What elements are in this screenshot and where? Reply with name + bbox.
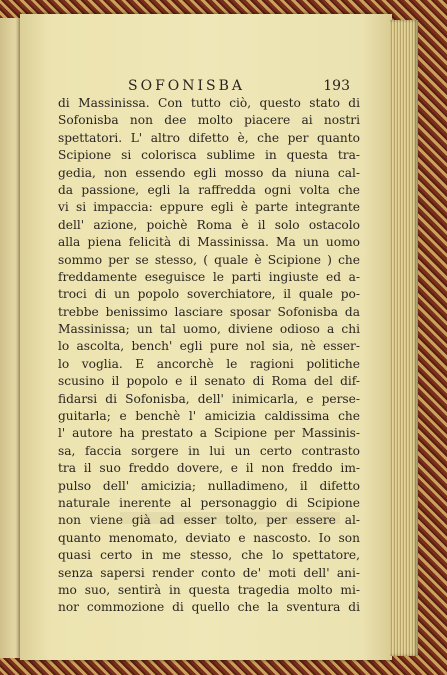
text-line: sommo per se stesso, ( quale è Scipione ) che [58,252,360,267]
text-line: l' autore ha prestato a Scipione per Massinis- [58,426,360,441]
text-line: mo suo, sentirà in questa tragedia molto mi- [58,582,360,597]
text-line: Sofonisba non dee molto piacere ai nostri [58,113,360,128]
text-line: tra il suo freddo dovere, e il non freddo im- [58,461,360,476]
text-line: fidarsi di Sofonisba, dell' inimicarla, e perse- [58,391,360,406]
text-line: da passione, egli la raffredda ogni volta che [58,182,360,197]
running-title: SOFONISBA [128,78,246,94]
text-line: trebbe benissimo lasciare sposar Sofonisba da [58,304,360,319]
text-line: lo voglia. E ancorchè le ragioni politiche [58,356,360,371]
page-number: 193 [323,78,350,94]
text-line: lo ascolta, bench' egli pure nol sia, nè esser- [58,339,360,354]
text-line: non viene già ad esser tolto, per essere al- [58,513,360,528]
text-line: Massinissa; un tal uomo, diviene odioso a chi [58,322,360,337]
body-text [58,95,360,617]
text-line: gedia, non essendo egli mosso da niuna cal- [58,165,360,180]
text-line: spettatori. L' altro difetto è, che per quanto [58,130,360,145]
text-line: nor commozione di quello che la sventura di [58,600,360,615]
text-line: pulso dell' amicizia; nulladimeno, il difetto [58,478,360,493]
text-line: dell' azione, poichè Roma è il solo ostacolo [58,217,360,232]
text-line: senza sapersi render conto de' moti dell' ani- [58,565,360,580]
text-line: scusino il popolo e il senato di Roma del dif- [58,374,360,389]
text-line: sa, faccia sorgere in lui un certo contrasto [58,443,360,458]
text-line: naturale inerente al personaggio di Scipione [58,495,360,510]
text-line: di Massinissa. Con tutto ciò, questo stato di [58,96,360,110]
running-header [58,78,358,96]
left-page-edge [0,18,22,658]
page-edges [390,20,418,656]
text-line: guitarla; e benchè l' amicizia caldissima che [58,409,360,424]
text-line: Scipione si colorisca sublime in questa tra- [58,148,360,163]
text-line: vi si impaccia: eppure egli è parte integrante [58,200,360,215]
text-line: quasi certo in me stesso, che lo spettatore, [58,548,360,563]
text-line: troci di un popolo soverchiatore, il quale po- [58,287,360,302]
text-line: freddamente eseguisce le parti ingiuste ed a- [58,269,360,284]
text-line: quanto menomato, deviato e nascosto. Io son [58,530,360,545]
text-line: alla piena felicità di Massinissa. Ma un uomo [58,235,360,250]
